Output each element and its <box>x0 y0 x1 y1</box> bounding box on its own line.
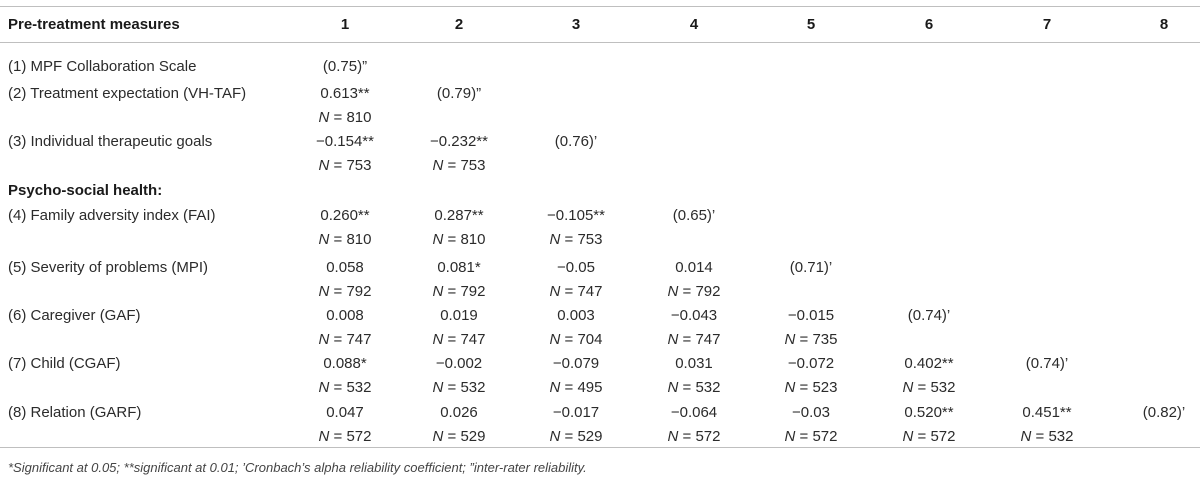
cell-value: 0.014 <box>675 259 713 276</box>
cell-value: (0.75)” <box>322 58 368 75</box>
n-symbol: N <box>549 331 561 348</box>
cell-value: 0.047 <box>326 404 364 421</box>
n-count: 572 <box>695 428 721 445</box>
n-equals: = <box>560 331 578 348</box>
cell-value: 0.287** <box>434 207 484 224</box>
n-equals: = <box>678 379 696 396</box>
cell-n <box>285 156 405 176</box>
n-count: 532 <box>930 379 956 396</box>
cell-n <box>285 330 405 350</box>
column-header-4: 4 <box>689 16 699 33</box>
n-equals: = <box>443 331 461 348</box>
n-count: 572 <box>812 428 838 445</box>
column-header-2: 2 <box>454 16 464 33</box>
column-header-7: 7 <box>1042 16 1052 33</box>
n-symbol: N <box>784 331 796 348</box>
cell-n <box>516 230 636 250</box>
n-equals: = <box>329 331 347 348</box>
cell-n <box>399 427 519 447</box>
n-count: 753 <box>460 157 486 174</box>
n-count: 572 <box>346 428 372 445</box>
row-label: (1) MPF Collaboration Scale <box>8 58 197 75</box>
cell-n <box>751 378 871 398</box>
cell-value: 0.019 <box>440 307 478 324</box>
cell-n <box>399 156 519 176</box>
cell-value: −0.017 <box>552 404 600 421</box>
cell-n <box>634 427 754 447</box>
cell-n <box>869 427 989 447</box>
row-label: (2) Treatment expectation (VH-TAF) <box>8 85 247 102</box>
n-equals: = <box>560 379 578 396</box>
n-equals: = <box>329 379 347 396</box>
n-equals: = <box>329 428 347 445</box>
cell-n <box>987 427 1107 447</box>
cell-n <box>399 282 519 302</box>
n-symbol: N <box>549 231 561 248</box>
n-count: 810 <box>460 231 486 248</box>
n-symbol: N <box>549 379 561 396</box>
n-equals: = <box>560 231 578 248</box>
n-symbol: N <box>318 231 330 248</box>
cell-n <box>634 378 754 398</box>
cell-value: −0.03 <box>792 404 830 421</box>
cell-n <box>399 230 519 250</box>
n-symbol: N <box>432 157 444 174</box>
n-equals: = <box>560 283 578 300</box>
column-header-8: 8 <box>1159 16 1169 33</box>
n-symbol: N <box>1020 428 1032 445</box>
cell-value: 0.003 <box>557 307 595 324</box>
cell-n <box>634 282 754 302</box>
n-symbol: N <box>318 109 330 126</box>
cell-n <box>516 282 636 302</box>
cell-value: −0.079 <box>552 355 600 372</box>
cell-value: 0.451** <box>1022 404 1072 421</box>
n-count: 529 <box>577 428 603 445</box>
cell-value: 0.613** <box>320 85 370 102</box>
n-symbol: N <box>432 428 444 445</box>
n-count: 810 <box>346 109 372 126</box>
n-count: 747 <box>460 331 486 348</box>
cell-n <box>751 330 871 350</box>
n-symbol: N <box>432 379 444 396</box>
n-count: 532 <box>1048 428 1074 445</box>
top-rule <box>0 6 1200 7</box>
n-symbol: N <box>318 157 330 174</box>
n-equals: = <box>329 157 347 174</box>
cell-value: 0.026 <box>440 404 478 421</box>
cell-value: 0.402** <box>904 355 954 372</box>
n-symbol: N <box>549 283 561 300</box>
cell-value: (0.65)’ <box>672 207 716 224</box>
section-label: Psycho-social health: <box>8 182 163 199</box>
n-count: 704 <box>577 331 603 348</box>
cell-value: −0.105** <box>547 207 605 224</box>
row-label: (6) Caregiver (GAF) <box>8 307 141 324</box>
n-symbol: N <box>549 428 561 445</box>
cell-value: −0.05 <box>557 259 595 276</box>
n-equals: = <box>795 379 813 396</box>
n-count: 747 <box>346 331 372 348</box>
n-symbol: N <box>318 331 330 348</box>
cell-value: −0.043 <box>670 307 718 324</box>
n-count: 532 <box>695 379 721 396</box>
n-equals: = <box>678 331 696 348</box>
cell-value: (0.71)’ <box>789 259 833 276</box>
n-count: 735 <box>812 331 838 348</box>
cell-n <box>634 330 754 350</box>
n-count: 747 <box>577 283 603 300</box>
n-symbol: N <box>432 331 444 348</box>
cell-value: 0.008 <box>326 307 364 324</box>
bottom-rule <box>0 447 1200 448</box>
n-count: 753 <box>577 231 603 248</box>
column-header-6: 6 <box>924 16 934 33</box>
n-equals: = <box>1031 428 1049 445</box>
row-label: (8) Relation (GARF) <box>8 404 142 421</box>
column-header-3: 3 <box>571 16 581 33</box>
header-rule <box>0 42 1200 43</box>
cell-value: 0.058 <box>326 259 364 276</box>
n-equals: = <box>329 231 347 248</box>
cell-value: −0.064 <box>670 404 718 421</box>
n-symbol: N <box>784 379 796 396</box>
table-title: Pre-treatment measures <box>8 16 180 33</box>
n-symbol: N <box>318 428 330 445</box>
cell-n <box>285 378 405 398</box>
cell-value: 0.031 <box>675 355 713 372</box>
row-label: (4) Family adversity index (FAI) <box>8 207 216 224</box>
n-equals: = <box>443 157 461 174</box>
cell-value: (0.74)’ <box>1025 355 1069 372</box>
n-count: 523 <box>812 379 838 396</box>
row-label: (3) Individual therapeutic goals <box>8 133 213 150</box>
cell-n <box>869 378 989 398</box>
n-count: 810 <box>346 231 372 248</box>
n-symbol: N <box>667 379 679 396</box>
n-equals: = <box>329 283 347 300</box>
cell-n <box>285 282 405 302</box>
cell-n <box>285 108 405 128</box>
cell-value: (0.74)’ <box>907 307 951 324</box>
table-footnote: *Significant at 0.05; **significant at 0.01; ’Cronbach’s alpha reliability coefficient; ”inter-rater reliability. <box>8 460 587 475</box>
n-equals: = <box>560 428 578 445</box>
n-symbol: N <box>667 283 679 300</box>
cell-value: 0.260** <box>320 207 370 224</box>
n-symbol: N <box>318 379 330 396</box>
column-header-5: 5 <box>806 16 816 33</box>
cell-value: 0.081* <box>437 259 481 276</box>
cell-value: (0.82)’ <box>1142 404 1186 421</box>
n-equals: = <box>443 231 461 248</box>
n-count: 747 <box>695 331 721 348</box>
cell-value: (0.79)” <box>436 85 482 102</box>
cell-n <box>516 378 636 398</box>
row-label: (5) Severity of problems (MPI) <box>8 259 209 276</box>
cell-n <box>399 330 519 350</box>
cell-value: −0.002 <box>435 355 483 372</box>
n-count: 532 <box>460 379 486 396</box>
n-equals: = <box>913 379 931 396</box>
cell-value: 0.520** <box>904 404 954 421</box>
n-count: 792 <box>695 283 721 300</box>
n-equals: = <box>913 428 931 445</box>
n-symbol: N <box>432 231 444 248</box>
n-equals: = <box>795 428 813 445</box>
n-count: 529 <box>460 428 486 445</box>
cell-value: 0.088* <box>323 355 367 372</box>
n-equals: = <box>443 428 461 445</box>
n-symbol: N <box>667 331 679 348</box>
cell-value: −0.154** <box>316 133 374 150</box>
cell-n <box>285 427 405 447</box>
n-symbol: N <box>667 428 679 445</box>
row-label: (7) Child (CGAF) <box>8 355 121 372</box>
n-symbol: N <box>784 428 796 445</box>
n-equals: = <box>443 379 461 396</box>
n-symbol: N <box>902 428 914 445</box>
n-equals: = <box>678 283 696 300</box>
n-equals: = <box>329 109 347 126</box>
cell-value: −0.232** <box>430 133 488 150</box>
n-count: 572 <box>930 428 956 445</box>
n-equals: = <box>678 428 696 445</box>
cell-n <box>285 230 405 250</box>
n-count: 792 <box>346 283 372 300</box>
n-count: 532 <box>346 379 372 396</box>
n-symbol: N <box>902 379 914 396</box>
cell-n <box>516 330 636 350</box>
n-equals: = <box>443 283 461 300</box>
cell-value: −0.015 <box>787 307 835 324</box>
cell-n <box>516 427 636 447</box>
n-count: 753 <box>346 157 372 174</box>
cell-value: (0.76)’ <box>554 133 598 150</box>
cell-n <box>399 378 519 398</box>
n-equals: = <box>795 331 813 348</box>
column-header-1: 1 <box>340 16 350 33</box>
n-count: 792 <box>460 283 486 300</box>
cell-value: −0.072 <box>787 355 835 372</box>
n-count: 495 <box>577 379 603 396</box>
n-symbol: N <box>432 283 444 300</box>
n-symbol: N <box>318 283 330 300</box>
cell-n <box>751 427 871 447</box>
